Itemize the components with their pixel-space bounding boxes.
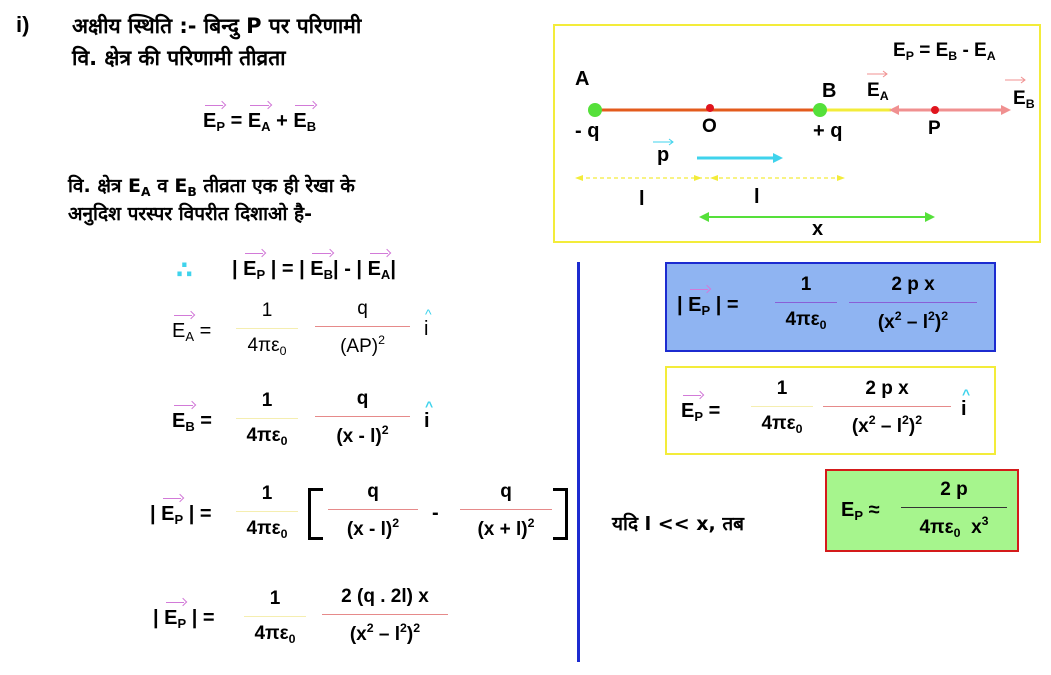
frac-ea-main: q (AP)$^2$	[315, 298, 410, 358]
label-b: B	[822, 80, 837, 102]
green-main: 2 p $4\pi\varepsilon_0$ $x^3$	[901, 479, 1007, 540]
therefore-symbol: ∴	[176, 257, 193, 284]
blue-main: 2 p x $(x^2 - l^2)^2$	[849, 274, 977, 334]
unit-vector-ea: ^ i	[424, 306, 432, 340]
label-l-right: l	[754, 186, 760, 208]
frac-bracket-coeff: 1 $4\pi\varepsilon_0$	[236, 483, 298, 541]
bracket-left	[308, 488, 323, 540]
label-ea: $E_A$	[867, 80, 889, 103]
frac-bracket-term2: q $(x + l)^2$	[460, 481, 552, 541]
label-x: x	[812, 218, 824, 240]
eq-magnitude: | $E_P$ | = | $E_B|$ - | $E_A|$	[232, 258, 396, 282]
blue-coeff: 1 $4\pi\varepsilon_0$	[775, 274, 837, 332]
green-lhs: $E_P$ ≈	[841, 499, 880, 523]
result-box-green	[825, 469, 1019, 552]
blue-lhs: | $E_P$ | =	[677, 294, 739, 318]
label-p: P	[928, 118, 941, 139]
dipole-diagram	[553, 24, 1041, 243]
charge-b-dot	[813, 103, 827, 117]
frac-eb-main: q (x - l)$^2$	[315, 388, 410, 448]
vec-ea: $E_A$	[247, 110, 271, 134]
frac-eb-coeff: 1 $4\pi\varepsilon_0$	[236, 390, 298, 448]
yellow-lhs: $E_P$ =	[681, 400, 721, 424]
heading-line-1: अक्षीय स्थिति :- बिन्दु P पर परिणामी	[72, 14, 362, 38]
ea-arrowhead	[889, 105, 899, 115]
frac-final-main: 2 (q . 2l) x $(x^2 - l^2)^2$	[322, 586, 448, 646]
approximation-condition: यदि l << x, तब	[612, 513, 744, 535]
label-o: O	[702, 116, 717, 137]
eq-eb-lhs: $E_B$ =	[172, 410, 212, 434]
point-p-dot	[931, 106, 939, 114]
label-l-left: l	[639, 188, 645, 210]
eq-ea-lhs: $E_A$ =	[172, 320, 212, 344]
eq-ep-bracket-lhs: | $E_P$ | =	[150, 503, 212, 527]
section-label: i)	[16, 12, 30, 37]
vec-ep: $E_P$	[203, 110, 226, 134]
label-eb: $E_B$	[1013, 88, 1035, 111]
bracket-right	[553, 488, 568, 540]
frac-final-coeff: 1 $4\pi\varepsilon_0$	[244, 588, 306, 646]
minus-sign: -	[432, 502, 439, 524]
heading-line-2: वि. क्षेत्र की परिणामी तीव्रता	[72, 46, 286, 70]
result-box-yellow	[665, 366, 996, 455]
label-minus-q: - q	[575, 120, 600, 142]
eq-ep-final-lhs: | $E_P$ | =	[153, 607, 215, 631]
diagram-relation: $E_P = E_B - E_A$	[893, 40, 996, 63]
label-plus-q: + q	[813, 120, 843, 142]
eb-arrowhead	[1001, 105, 1011, 115]
unit-vector-yellow: ^ i	[961, 386, 971, 420]
frac-bracket-term1: q (x - l)$^2$	[328, 481, 418, 541]
yellow-coeff: 1 $4\pi\varepsilon_0$	[751, 378, 813, 436]
result-box-blue	[665, 262, 996, 352]
label-dipole-p: p	[657, 144, 670, 166]
frac-ea-coeff: 1 $4\pi\varepsilon_0$	[236, 300, 298, 358]
para-line-2: अनुदिश परस्पर विपरीत दिशाओ है-	[68, 203, 313, 225]
vec-eb: $E_B$	[293, 110, 317, 134]
charge-a-dot	[588, 103, 602, 117]
eq-superposition: $E_P = E_A + E_B$	[203, 110, 317, 134]
point-o-dot	[706, 104, 714, 112]
vertical-divider	[577, 262, 580, 662]
label-a: A	[575, 68, 590, 90]
yellow-main: 2 p x $(x^2 - l^2)^2$	[823, 378, 951, 438]
para-line-1: वि. क्षेत्र $E_A$ व $E_B$ तीव्रता एक ही रेखा के	[68, 175, 355, 199]
unit-vector-eb: ^ i	[424, 398, 434, 432]
